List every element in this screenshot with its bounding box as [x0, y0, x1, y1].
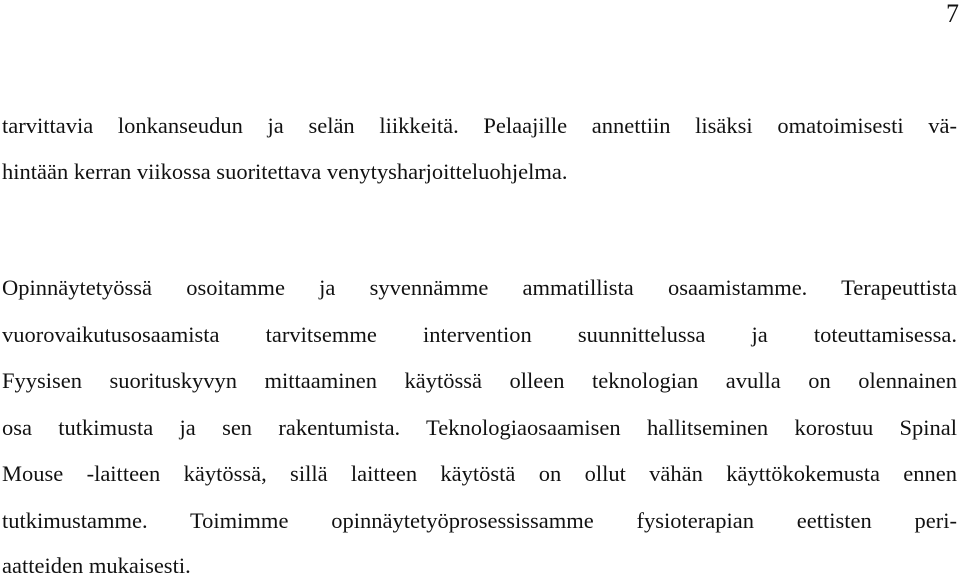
text-line: Opinnäytetyössä osoitamme ja syvennämme ammatillista osaamistamme. Terapeuttista [2, 275, 957, 300]
text-line: tutkimustamme. Toimimme opinnäytetyöprosessissamme fysioterapian eettisten peri- [2, 508, 957, 533]
text-line: vuorovaikutusosaamista tarvitsemme intervention suunnittelussa ja toteuttamisessa. [2, 322, 957, 347]
text-line: tarvittavia lonkanseudun ja selän liikkeitä. Pelaajille annettiin lisäksi omatoimisesti vä- [2, 113, 957, 138]
text-line: hintään kerran viikossa suoritettava venytysharjoitteluohjelma. [2, 159, 568, 184]
text-line: aatteiden mukaisesti. [2, 553, 191, 578]
text-line: Fyysisen suorituskyvyn mittaaminen käytössä olleen teknologian avulla on olennainen [2, 368, 957, 393]
page-number: 7 [946, 0, 959, 28]
text-line: osa tutkimusta ja sen rakentumista. Teknologiaosaamisen hallitseminen korostuu Spinal [2, 415, 957, 440]
text-line: Mouse -laitteen käytössä, sillä laitteen käytöstä on ollut vähän käyttökokemusta ennen [2, 461, 957, 486]
